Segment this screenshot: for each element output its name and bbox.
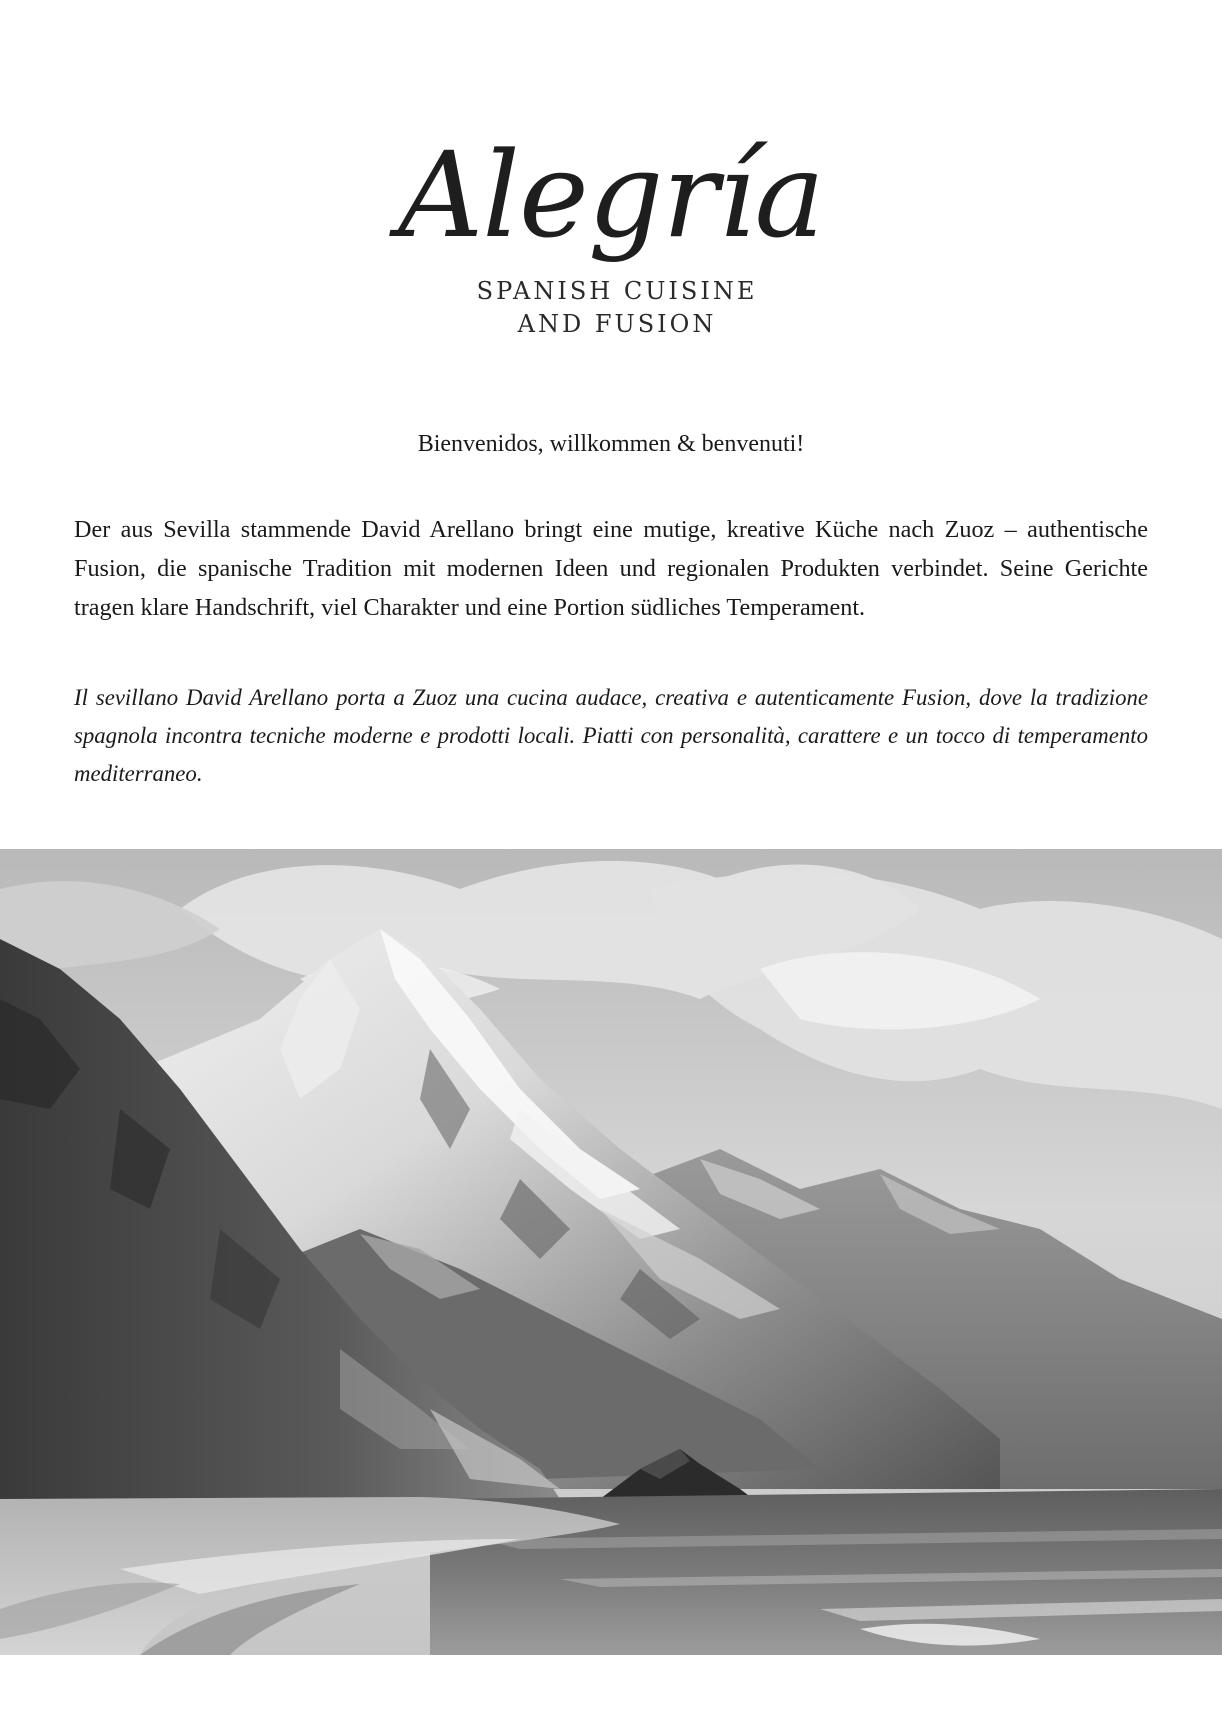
intro-paragraph-german: Der aus Sevilla stammende David Arellano bringt eine mutige, kreative Küche nach Zuoz – authentische Fusion, die spanische Tradition mit modernen Ideen und regionalen Produkten verbindet. Seine Gerichte tragen klare Handschrift, viel Charakter und eine Portion südliches Temperament. [74, 516, 1148, 621]
mountain-lake-illustration [0, 849, 1222, 1655]
intro-paragraph-italian: Il sevillano David Arellano porta a Zuoz una cucina audace, creativa e autenticamente Fusion, dove la tradizione spagnola incontra tecniche moderne e prodotti locali. Piatti con personalità, carattere e un tocco di temperamento mediterraneo. [74, 685, 1148, 786]
logo-tagline-line2: AND FUSION [517, 310, 717, 338]
welcome-heading: Bienvenidos, willkommen & benvenuti! [417, 431, 805, 457]
mountain-lake-painting [0, 849, 1222, 1655]
logo-wordmark: Alegría [398, 126, 824, 264]
restaurant-logo [0, 120, 1222, 270]
logo-tagline-line1: SPANISH CUISINE [476, 277, 758, 305]
